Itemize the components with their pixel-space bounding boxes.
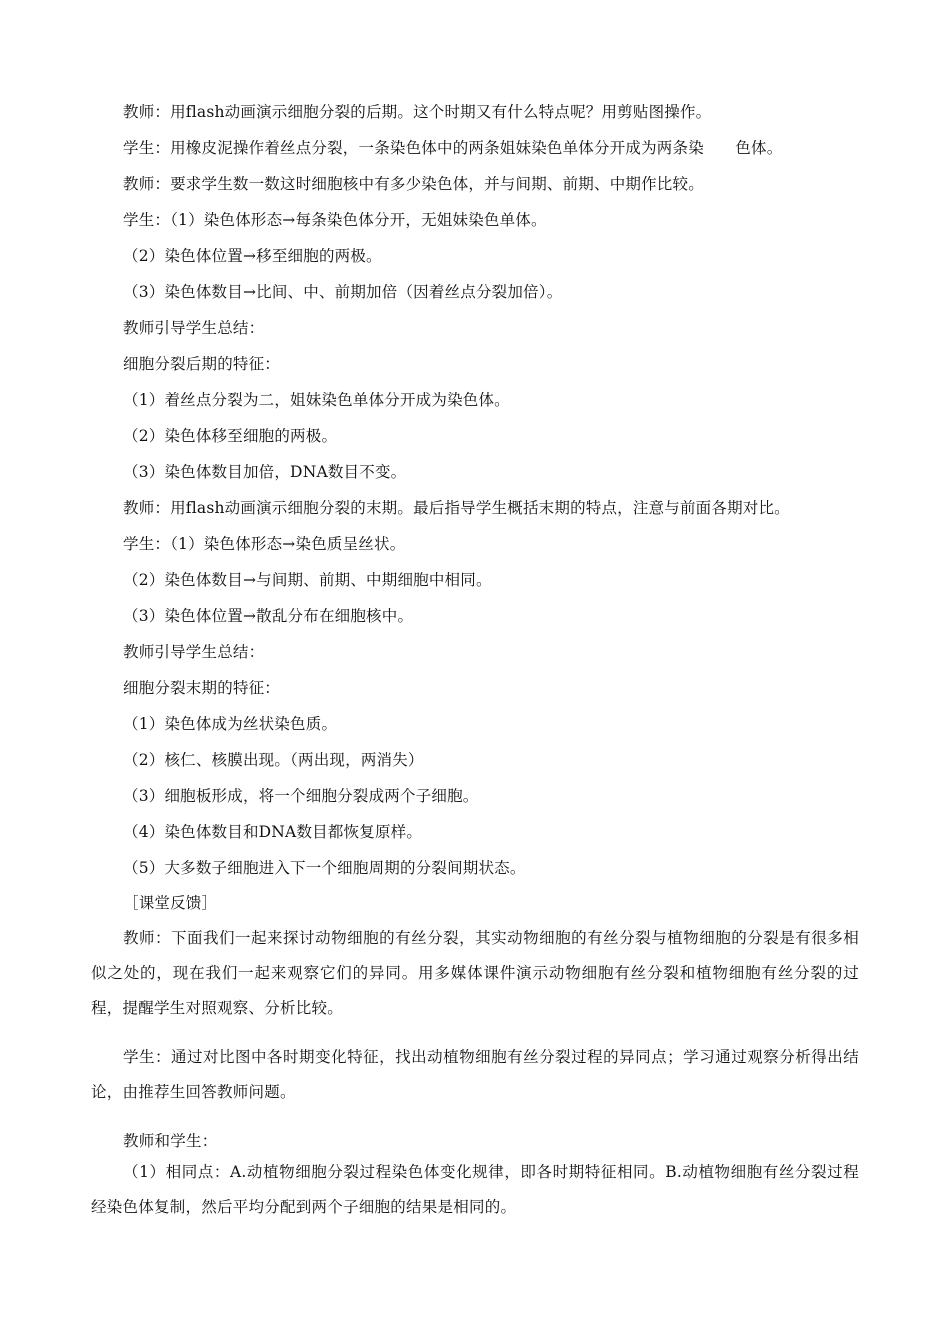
text-line-telophase-feature-3: （3）细胞板形成，将一个细胞分裂成两个子细胞。 bbox=[123, 787, 479, 805]
text-line-telophase-feature-4: （4）染色体数目和DNA数目都恢复原样。 bbox=[123, 823, 423, 841]
text-line-teacher-count-chromosomes: 教师：要求学生数一数这时细胞核中有多少染色体，并与间期、前期、中期作比较。 bbox=[123, 175, 704, 193]
text-line-student-telophase-2: （2）染色体数目→与间期、前期、中期细胞中相同。 bbox=[123, 571, 492, 589]
text-line-telophase-features-heading: 细胞分裂末期的特征： bbox=[123, 679, 281, 697]
text-line-teacher-guide-summary: 教师引导学生总结： bbox=[123, 319, 265, 337]
text-line-anaphase-feature-2: （2）染色体移至细胞的两极。 bbox=[123, 427, 338, 445]
text-line-telophase-feature-5: （5）大多数子细胞进入下一个细胞周期的分裂间期状态。 bbox=[123, 859, 526, 877]
paragraph-student-compare: 学生：通过对比图中各时期变化特征，找出动植物细胞有丝分裂过程的异同点；学习通过观察分析得出结论，由推荐生回答教师问题。 bbox=[91, 1048, 859, 1101]
text-line-teacher-anaphase-demo: 教师：用flash动画演示细胞分裂的后期。这个时期又有什么特点呢？用剪贴图操作。 bbox=[123, 103, 712, 121]
text-line-student-anaphase-1: 学生：（1）染色体形态→每条染色体分开，无姐妹染色单体。 bbox=[123, 211, 547, 229]
section-heading-class-feedback: ［课堂反馈］ bbox=[123, 894, 218, 912]
text-line-telophase-feature-1: （1）染色体成为丝状染色质。 bbox=[123, 715, 338, 733]
text-line-student-clay-operation: 学生：用橡皮泥操作着丝点分裂，一条染色体中的两条姐妹染色单体分开成为两条染 色体。 bbox=[123, 139, 783, 157]
text-line-anaphase-features-heading: 细胞分裂后期的特征： bbox=[123, 355, 281, 373]
text-line-student-telophase-1: 学生：（1）染色体形态→染色质呈丝状。 bbox=[123, 535, 406, 553]
text-line-teacher-guide-summary-2: 教师引导学生总结： bbox=[123, 643, 265, 661]
text-line-student-anaphase-3: （3）染色体数目→比间、中、前期加倍（因着丝点分裂加倍）。 bbox=[123, 283, 563, 301]
text-line-anaphase-feature-3: （3）染色体数目加倍，DNA数目不变。 bbox=[123, 463, 407, 481]
text-line-anaphase-feature-1: （1）着丝点分裂为二，姐妹染色单体分开成为染色体。 bbox=[123, 391, 510, 409]
text-line-telophase-feature-2: （2）核仁、核膜出现。（两出现，两消失） bbox=[123, 751, 424, 769]
text-line-student-telophase-3: （3）染色体位置→散乱分布在细胞核中。 bbox=[123, 607, 414, 625]
text-line-teacher-telophase-demo: 教师：用flash动画演示细胞分裂的末期。最后指导学生概括末期的特点，注意与前面各期对比。 bbox=[123, 499, 790, 517]
paragraph-teacher-and-student: 教师和学生： bbox=[123, 1132, 218, 1150]
paragraph-similarities: （1）相同点：A.动植物细胞分裂过程染色体变化规律，即各时期特征相同。B.动植物细胞有丝分裂过程经染色体复制，然后平均分配到两个子细胞的结果是相同的。 bbox=[91, 1163, 859, 1216]
text-line-student-anaphase-2: （2）染色体位置→移至细胞的两极。 bbox=[123, 247, 382, 265]
paragraph-teacher-animal-mitosis: 教师：下面我们一起来探讨动物细胞的有丝分裂，其实动物细胞的有丝分裂与植物细胞的分裂是有很多相似之处的，现在我们一起来观察它们的异同。用多媒体课件演示动物细胞有丝分裂和植物细胞有丝分裂的过程，提醒学生对照观察、分析比较。 bbox=[91, 929, 859, 1017]
